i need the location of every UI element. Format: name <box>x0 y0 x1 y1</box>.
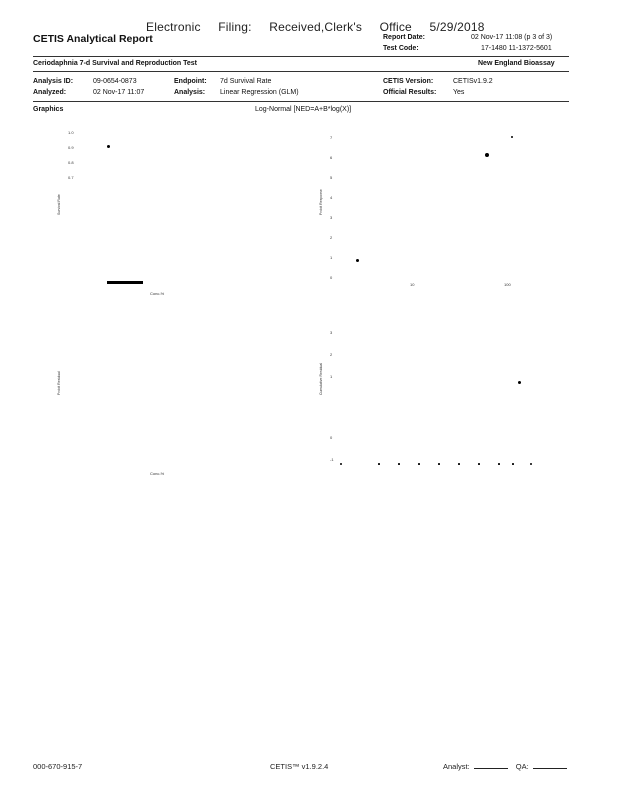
lab-name: New England Bioassay <box>478 60 555 67</box>
tick-label: 0.8 <box>68 160 74 165</box>
x-axis-label: Conc-% <box>150 291 165 296</box>
tick-label: 4 <box>330 195 333 200</box>
y-axis-label: Probit Response <box>319 189 323 215</box>
data-point <box>458 463 460 465</box>
tick-label: 2 <box>330 235 333 240</box>
stamp-text: Electronic <box>146 20 201 34</box>
official-results-label: Official Results: <box>383 89 437 96</box>
tick-label: 3 <box>330 215 333 220</box>
data-point <box>485 153 489 157</box>
data-point <box>518 381 521 384</box>
y-axis-label: Probit Residual <box>57 371 61 395</box>
endpoint-value: 7d Survival Rate <box>220 78 272 85</box>
analyzed-label: Analyzed: <box>33 89 67 96</box>
model-label: Log-Normal [NED=A+B*log(X)] <box>255 106 352 113</box>
tick-label: 0.9 <box>68 145 74 150</box>
divider <box>33 71 569 72</box>
endpoint-label: Endpoint: <box>174 78 207 85</box>
data-point <box>478 463 480 465</box>
tick-label: 7 <box>330 135 333 140</box>
tick-label: 6 <box>330 155 333 160</box>
qa-signature-line <box>533 768 567 769</box>
qa-label: QA: <box>515 762 529 771</box>
data-point <box>530 463 532 465</box>
footer-analyst <box>443 762 567 771</box>
divider <box>33 56 569 57</box>
tick-label: 0 <box>330 435 333 440</box>
cetis-version-label: CETIS Version: <box>383 78 434 85</box>
y-axis-label: Cumulative Residual <box>319 362 323 395</box>
data-point <box>107 145 110 148</box>
analysis-value: Linear Regression (GLM) <box>220 89 299 96</box>
x-axis-label: Conc-% <box>150 471 165 476</box>
analysis-label: Analysis: <box>174 89 206 96</box>
report-date-label: Report Date: <box>383 34 426 41</box>
tick-label: 1 <box>330 374 333 379</box>
tick-label: -1 <box>330 457 334 462</box>
analysis-id-value: 09-0654-0873 <box>93 78 137 85</box>
divider <box>33 101 569 102</box>
data-point <box>356 259 359 262</box>
analyzed-value: 02 Nov-17 11:07 <box>93 89 145 96</box>
legend-bar <box>107 281 143 284</box>
stamp-text: Received,Clerk's <box>269 20 363 34</box>
data-point <box>340 463 342 465</box>
tick-label: 1.0 <box>68 130 74 135</box>
data-point <box>378 463 380 465</box>
analyst-label: Analyst: <box>443 762 470 771</box>
tick-label: 5 <box>330 175 333 180</box>
graphics-label: Graphics <box>33 106 64 113</box>
data-point <box>398 463 400 465</box>
data-point <box>418 463 420 465</box>
tick-label: 3 <box>330 330 333 335</box>
y-axis-label: Survival Rate <box>57 194 61 215</box>
test-name: Ceriodaphnia 7-d Survival and Reproduction Test <box>33 60 198 67</box>
data-point <box>512 463 514 465</box>
stamp-text: Office <box>379 20 412 34</box>
tick-label: 0.7 <box>68 175 74 180</box>
stamp-text: Filing: <box>218 20 252 34</box>
footer-version: CETIS™ v1.9.2.4 <box>270 762 329 771</box>
stamp-date: 5/29/2018 <box>429 20 485 34</box>
data-point <box>511 136 513 138</box>
tick-label: 1 <box>330 255 333 260</box>
test-code-label: Test Code: <box>383 45 419 52</box>
tick-label: 10 <box>410 282 415 287</box>
tick-label: 0 <box>330 275 333 280</box>
cetis-version-value: CETISv1.9.2 <box>453 78 493 85</box>
tick-label: 2 <box>330 352 333 357</box>
plot-residual <box>57 305 310 480</box>
filing-stamp <box>146 20 499 34</box>
data-point <box>498 463 500 465</box>
official-results-value: Yes <box>453 89 465 96</box>
analysis-id-label: Analysis ID: <box>33 78 74 85</box>
test-code-value: 17-1480 11-1372-5601 <box>481 45 552 52</box>
plot-survival <box>57 125 310 296</box>
report-date-value: 02 Nov-17 11:08 (p 3 of 3) <box>471 34 553 41</box>
data-point <box>438 463 440 465</box>
plot-cumulative <box>318 305 568 480</box>
report-title: CETIS Analytical Report <box>33 33 153 45</box>
analyst-signature-line <box>474 768 508 769</box>
footer-doc-id: 000-670-915-7 <box>33 762 83 771</box>
tick-label: 100 <box>504 282 511 287</box>
plot-probit <box>318 125 568 295</box>
